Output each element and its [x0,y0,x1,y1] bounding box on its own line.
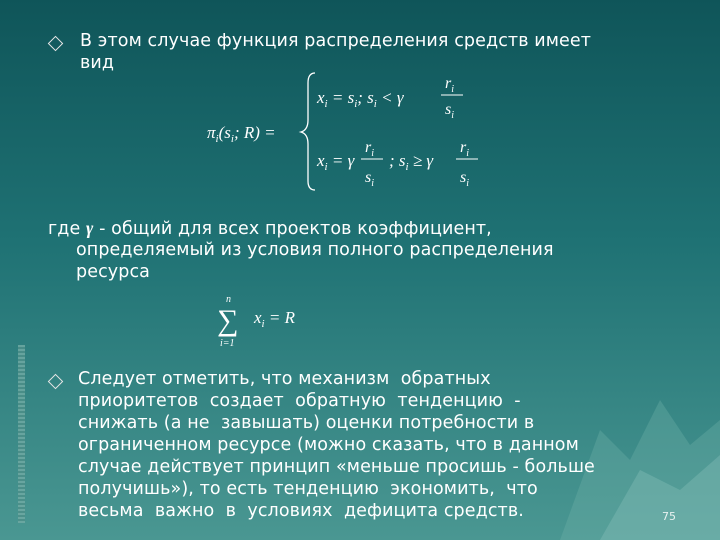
svg-text:ri: $r_i$ [460,139,470,159]
svg-text:∑: ∑ [217,304,239,337]
bullet2-line: ограниченном ресурсе (можно сказать, что в данном [78,435,579,455]
bullet2-line: приоритетов создает обратную тенденцию - [78,391,521,411]
sum-formula [214,292,314,352]
decorative-strip [18,345,25,523]
svg-text:si: $s_i$ [445,101,455,121]
bullet1-line2: вид [80,53,115,73]
svg-text:n: n [226,294,231,305]
bullet2-line: Следует отметить, что механизм обратных [78,369,491,389]
gamma-symbol: γ [86,218,94,238]
gamma-line3: ресурса [76,262,151,282]
slide-number: 75 [662,510,676,523]
formula1-case1: $x_i = s_i$; $s_i < \gamma$ [317,88,404,110]
svg-text:; si ≥ γ: ; $s_i \ge \gamma$ [389,151,434,173]
svg-text:xi = R: $x_i = R$ [254,308,295,330]
svg-text:i=1: i=1 [220,338,235,349]
bullet2-line: снижать (а не завышать) оценки потребности в [78,413,535,433]
formula1-case2: $x_i = \gamma$ [317,151,355,173]
gamma-line1: где γ - общий для всех проектов коэффициент, [48,218,492,239]
formula1-lhs: $\pi_i(s_i$; R) = [207,123,276,145]
bullet2-line: получишь»), то есть тенденцию экономить, что [78,479,538,499]
svg-text:ri: $r_i$ [365,139,375,159]
piecewise-formula [205,68,495,193]
svg-text:si: $s_i$ [365,169,375,189]
svg-text:si: $s_i$ [460,169,470,189]
bullet2-line: весьма важно в условиях дефицита средств. [78,501,524,521]
bullet1-line1: В этом случае функция распределения средств имеет [80,31,592,51]
bullet2-line: случае действует принцип «меньше просишь - больше [78,457,595,477]
svg-text:ri: $r_i$ [445,75,455,95]
gamma-line2: определяемый из условия полного распределения [76,240,554,260]
